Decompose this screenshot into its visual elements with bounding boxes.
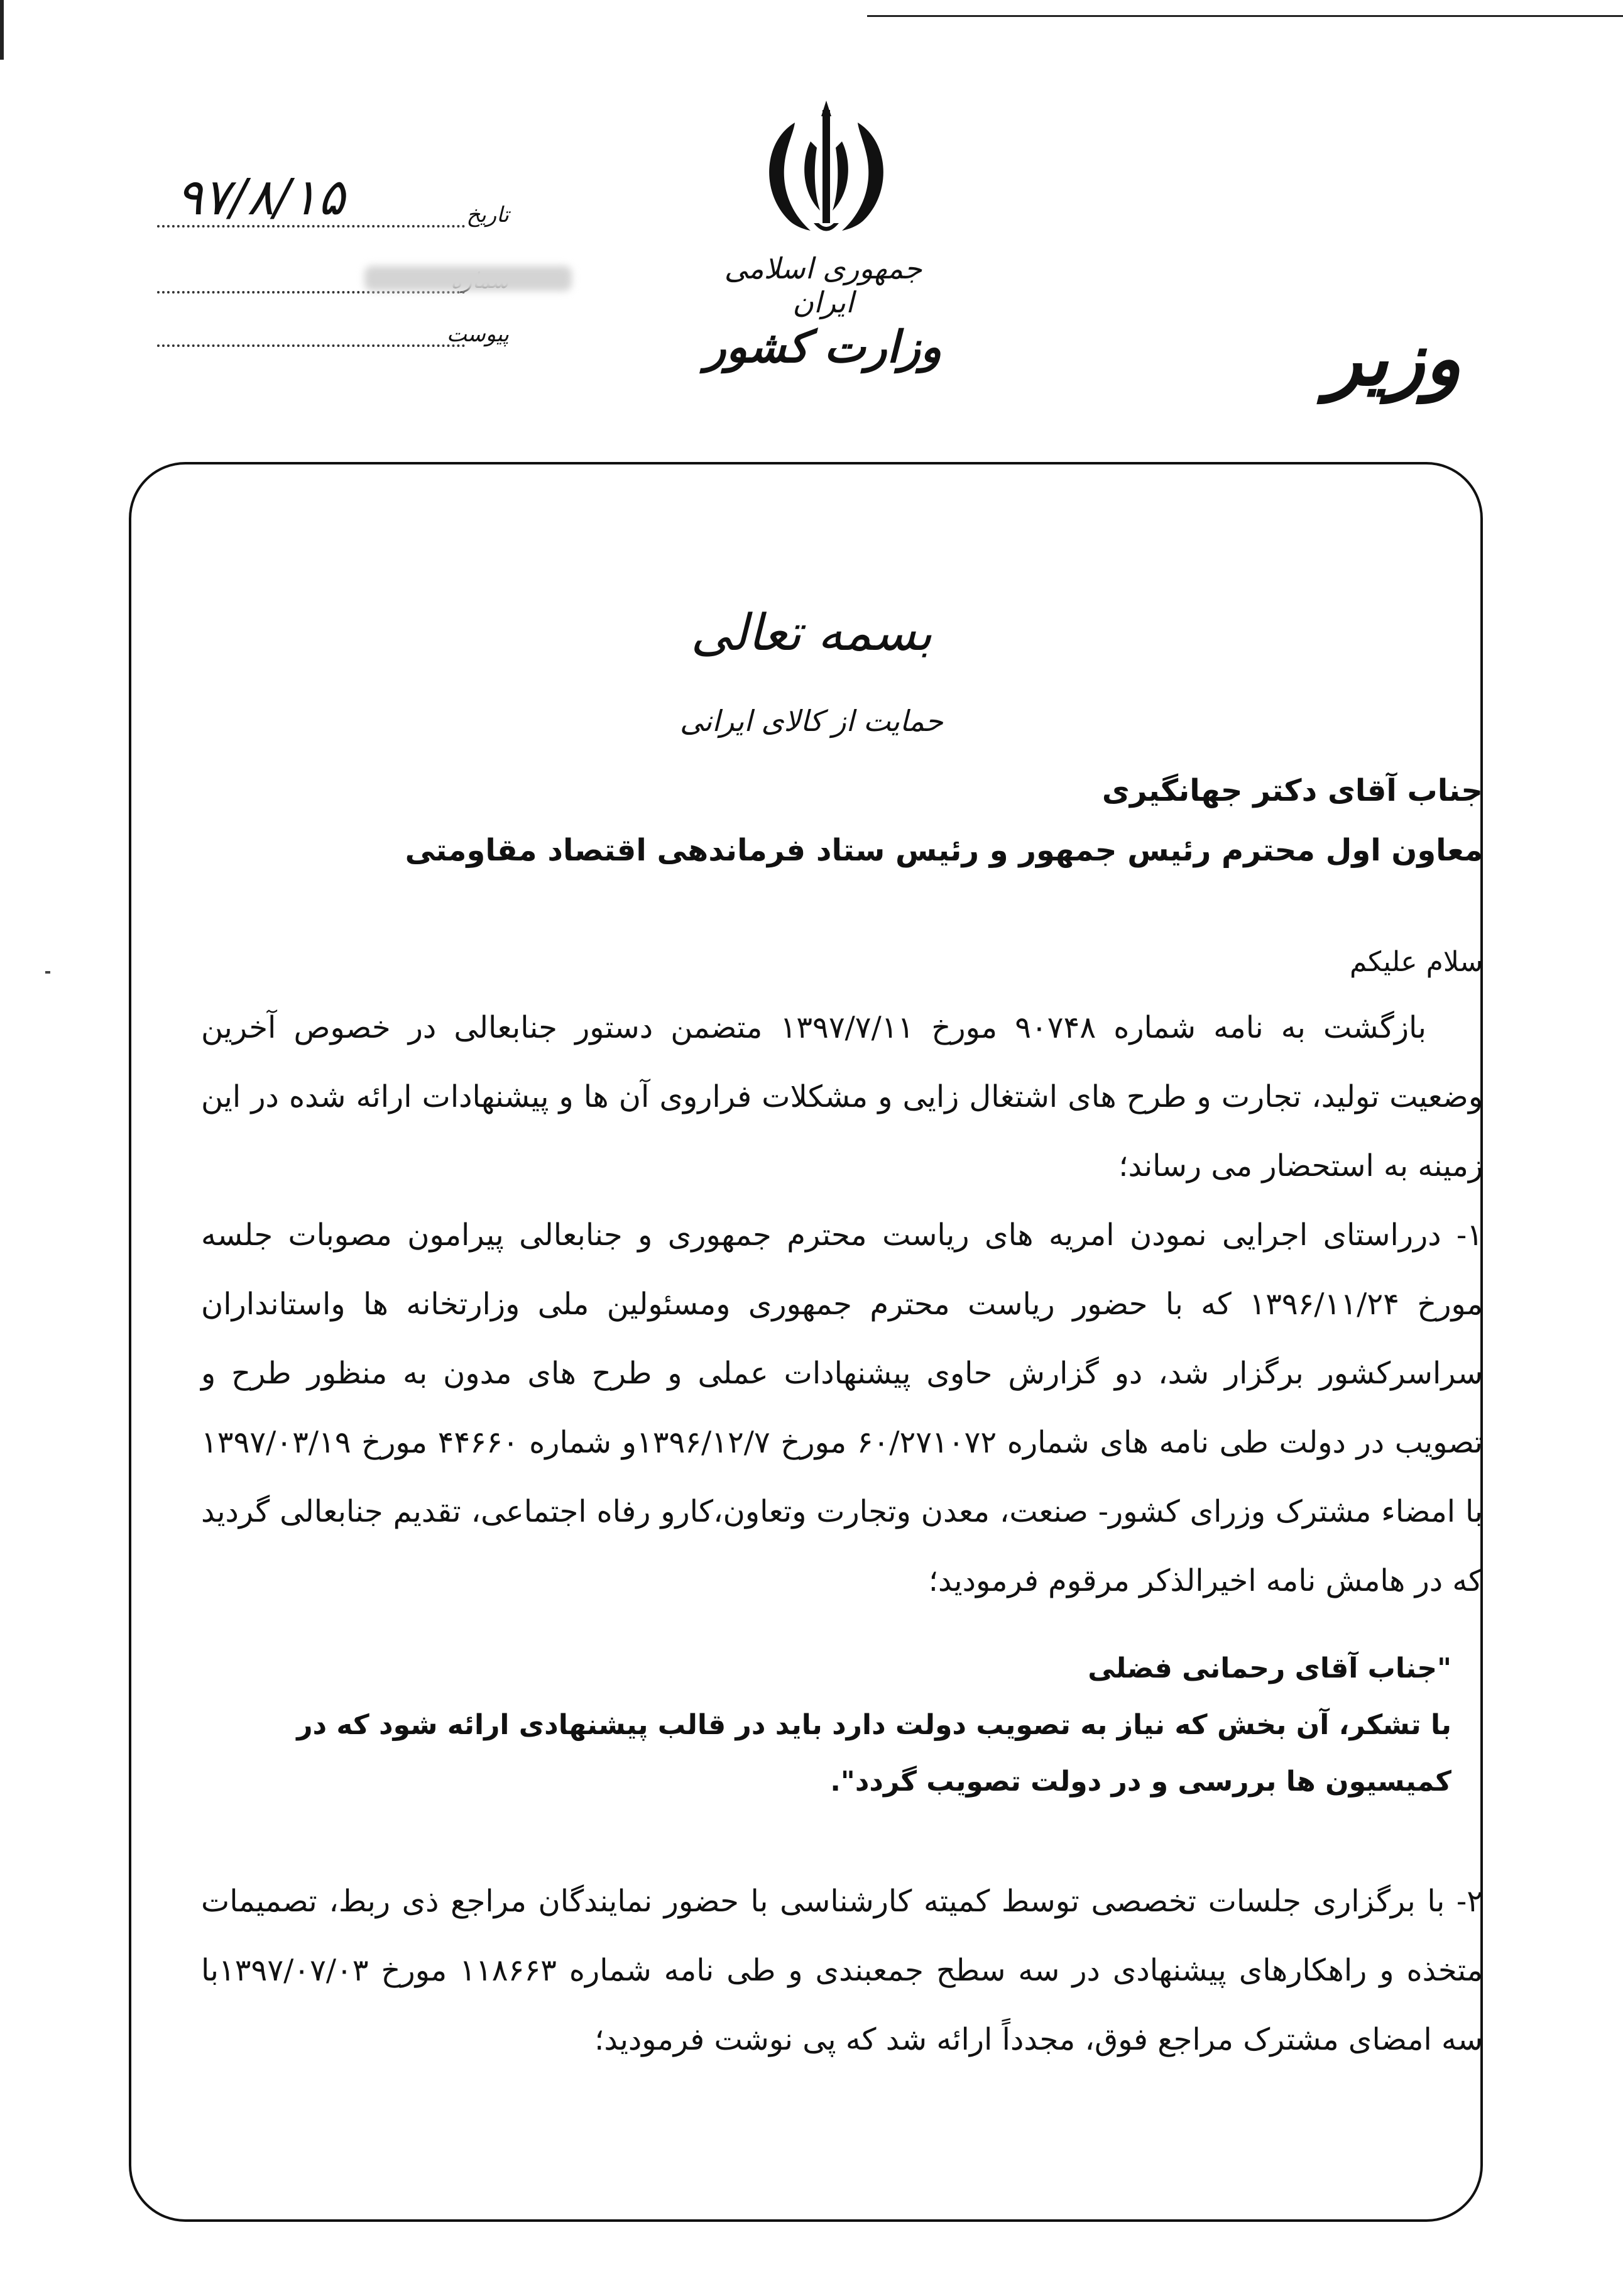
attachment-row	[157, 308, 509, 352]
left-border-mark	[0, 0, 4, 60]
country-name: جمهوری اسلامی ایران	[724, 251, 922, 319]
date-label: تاریخ	[466, 202, 509, 228]
scan-speck	[45, 971, 50, 974]
ministry-name: وزارت کشور	[704, 321, 942, 373]
redacted-number	[364, 266, 572, 291]
attachment-label: پیوست	[446, 322, 509, 347]
paragraph-item-1: ۱- درراستای اجرایی نمودن امریه های ریاست محترم جمهوری و جنابعالی پیرامون مصوبات جلسه مورخ ۱۳۹۶/۱۱/۲۴ که با حضور ریاست محترم جمهوری ومسئولین ملی وزارتخانه ها واستانداران سراسرکشور برگزار شد، دو گزارش حاوی پیشنهادات عملی و طرح های مدون به منظور طرح و تصویب در دولت طی نامه های شماره ۶۰/۲۷۱۰۷۲ مورخ ۱۳۹۶/۱۲/۷و شماره ۴۴۶۶۰ مورخ ۱۳۹۷/۰۳/۱۹ با امضاء مشترک وزرای کشور- صنعت، معدن وتجارت وتعاون،کارو رفاه اجتماعی، تقدیم جنابعالی گردید که در هامش نامه اخیرالذکر مرقوم فرمودید؛	[201, 1217, 1484, 1598]
motto: حمایت از کالای ایرانی	[680, 704, 943, 738]
paragraph-item-2: ۲- با برگزاری جلسات تخصصی توسط کمیته کارشناسی با حضور نمایندگان مراجع ذی ربط، تصمیمات متخذه و راهکارهای پیشنهادی در سه سطح جمعبندی و طی نامه شماره ۱۱۸۶۶۳ مورخ ۱۳۹۷/۰۷/۰۳با سه امضای مشترک مراجع فوق، مجدداً ارائه شد که پی نوشت فرمودید؛	[201, 1884, 1484, 2057]
recipient-name: جناب آقای دکتر جهانگیری	[1101, 773, 1483, 808]
number-dotted-line	[157, 291, 465, 294]
date-value: ۹۷/۸/۱۵	[176, 168, 345, 226]
quote-addressee: "جناب آقای رحمانی فضلی	[1088, 1652, 1451, 1684]
date-row	[157, 168, 509, 233]
number-row	[157, 255, 509, 299]
bismillah: بسمه تعالی	[691, 603, 932, 662]
iran-emblem-icon	[751, 97, 902, 242]
recipient-title: معاون اول محترم رئیس جمهور و رئیس ستاد فرماندهی اقتصاد مقاومتی	[405, 833, 1483, 868]
position-title: وزیر	[1326, 314, 1462, 403]
paragraph-intro: بازگشت به نامه شماره ۹۰۷۴۸ مورخ ۱۳۹۷/۷/۱۱ متضمن دستور جنابعالی در خصوص آخرین وضعیت تولید، تجارت و طرح های اشتغال زایی و مشکلات فراروی آن ها و پیشنهادات ارائه شده در این زمینه به استحضار می رساند؛	[201, 1010, 1483, 1184]
quote-body: با تشکر، آن بخش که نیاز به تصویب دولت دارد باید در قالب پیشنهادی ارائه شود که در کمیسیون ها بررسی و در دولت تصویب گردد".	[297, 1709, 1451, 1798]
top-border-line	[867, 15, 1623, 17]
attachment-dotted-line	[157, 344, 465, 347]
salutation: سلام علیکم	[1349, 946, 1483, 978]
